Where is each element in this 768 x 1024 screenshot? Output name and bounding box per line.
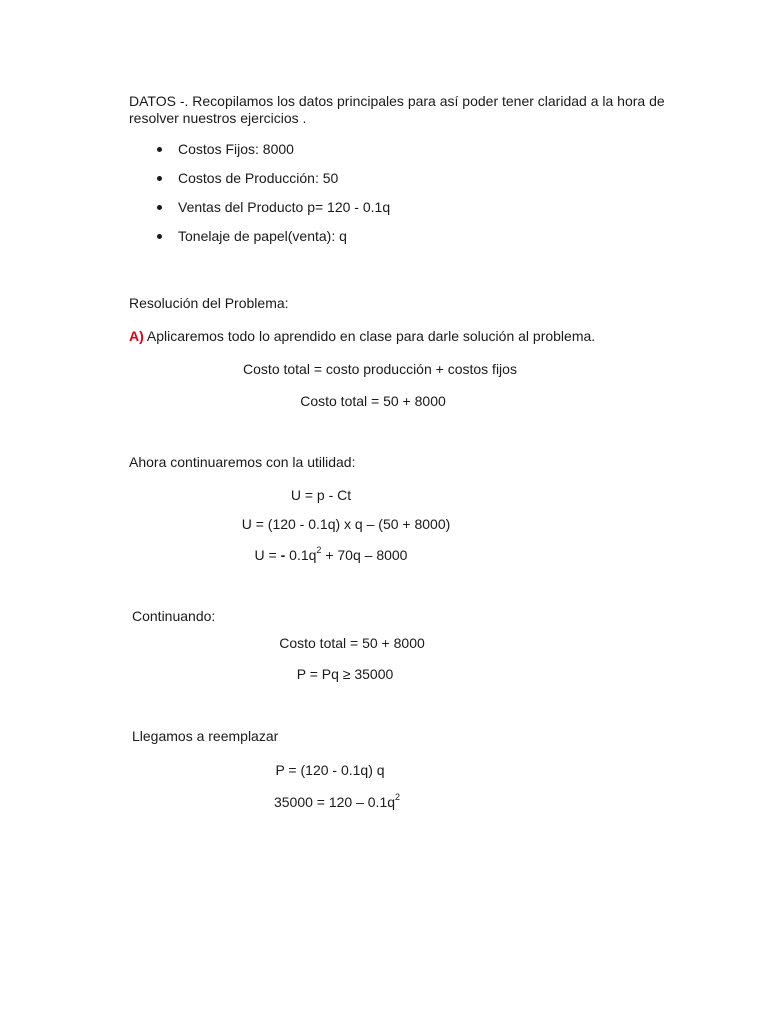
utility-intro: Ahora continuaremos con la utilidad:: [129, 454, 356, 470]
equation-cost-total-definition: Costo total = costo producción + costos fijos: [243, 361, 517, 377]
continuing-label: Continuando:: [132, 608, 216, 624]
eq-r2-exponent: 2: [395, 792, 401, 803]
data-list: [129, 141, 390, 257]
eq-u3-term-b: + 70q – 8000: [321, 547, 408, 563]
eq-r2-main: 35000 = 120 – 0.1q: [273, 794, 396, 810]
resolution-heading: Resolución del Problema:: [129, 295, 289, 311]
replace-intro: Llegamos a reemplazar: [132, 728, 279, 744]
equation-continuing-2: P = Pq ≥ 35000: [296, 666, 394, 682]
equation-utility-1: U = p - Ct: [290, 487, 352, 503]
part-a-label: A): [129, 328, 144, 344]
part-a-text: Aplicaremos todo lo aprendido en clase para darle solución al problema.: [143, 328, 596, 344]
list-item: Costos de Producción: 50: [129, 170, 390, 199]
equation-cost-total-value: Costo total = 50 + 8000: [300, 393, 446, 409]
list-item: Costos Fijos: 8000: [129, 141, 390, 170]
part-a-paragraph: [129, 328, 595, 345]
equation-utility-3: [255, 547, 408, 564]
eq-u3-term-a: 0.1q: [285, 547, 317, 563]
equation-utility-2: U = (120 - 0.1q) x q – (50 + 8000): [241, 516, 451, 532]
equation-continuing-1: Costo total = 50 + 8000: [279, 635, 425, 651]
equation-replace-1: P = (120 - 0.1q) q: [275, 762, 385, 778]
intro-paragraph: DATOS -. Recopilamos los datos principales para así poder tener claridad a la hora de resolver nuestros ejercicios .: [129, 93, 665, 126]
equation-replace-2: [274, 794, 400, 811]
eq-u3-minus: -: [280, 547, 286, 563]
eq-u3-prefix: U =: [254, 547, 281, 563]
eq-u3-exponent: 2: [316, 545, 322, 556]
list-item: Ventas del Producto p= 120 - 0.1q: [129, 199, 390, 228]
list-item: Tonelaje de papel(venta): q: [129, 228, 390, 257]
